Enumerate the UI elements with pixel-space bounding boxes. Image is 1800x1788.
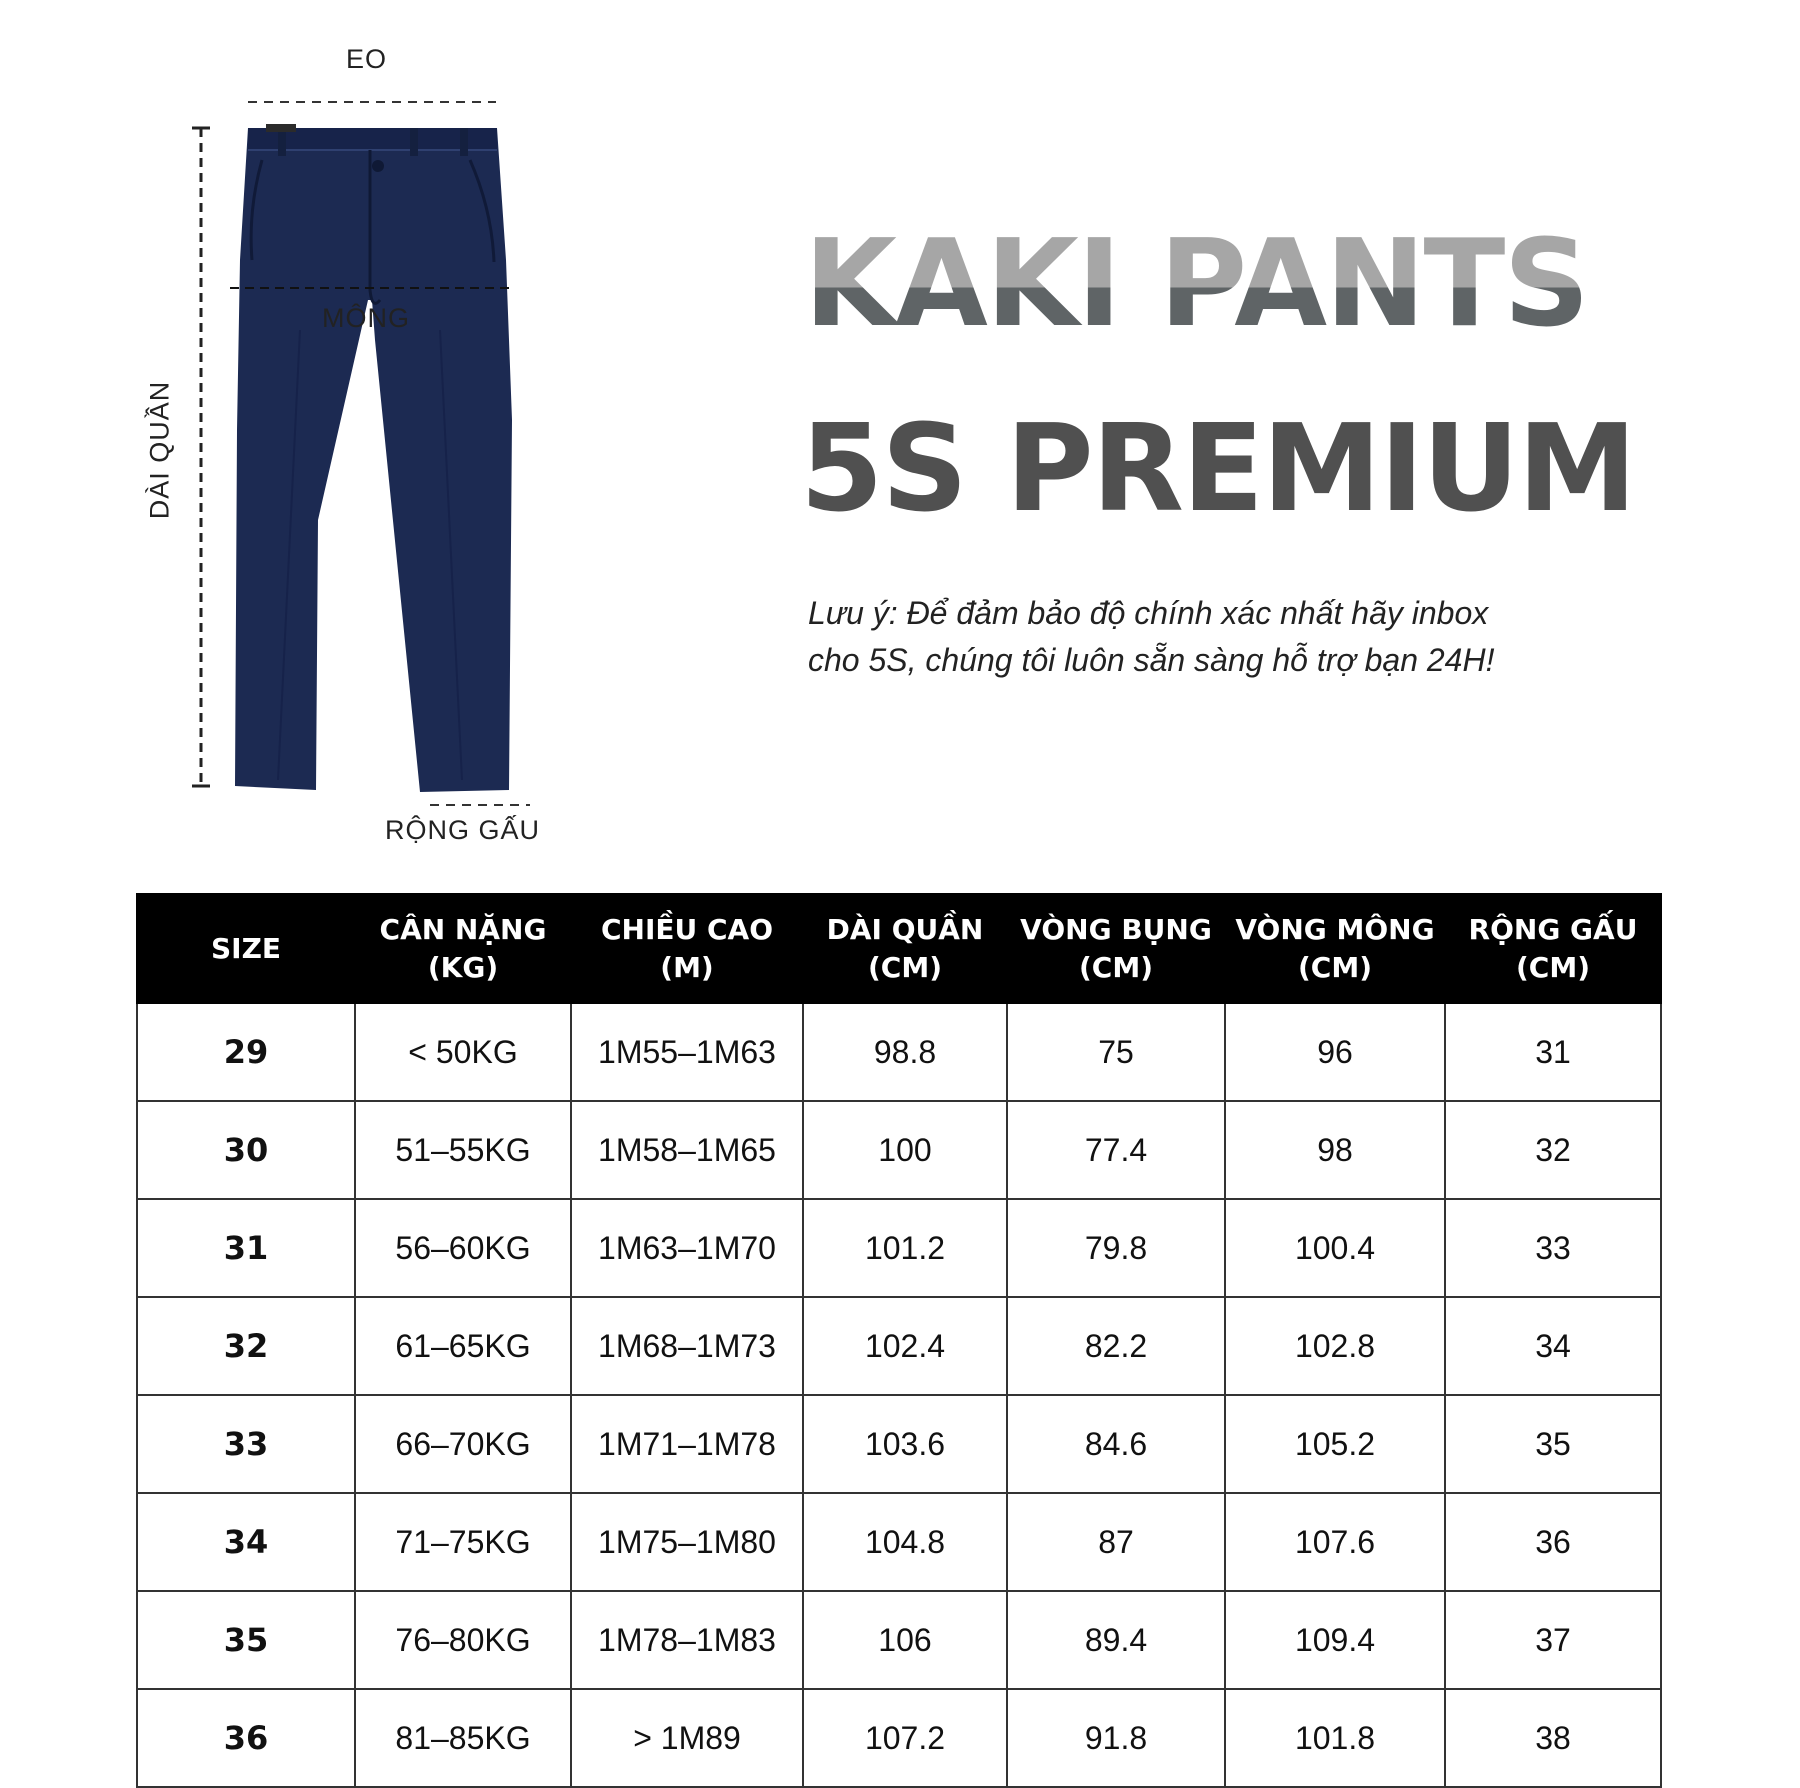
hem-cell: 35: [1445, 1395, 1661, 1493]
table-header-row: [137, 894, 1661, 1003]
header-hip-label: VÒNG MÔNG: [1235, 912, 1435, 946]
header-weight-unit: (KG): [427, 950, 499, 984]
waist-cell: 87: [1007, 1493, 1225, 1591]
hem-cell: 33: [1445, 1199, 1661, 1297]
header-waist: [1007, 894, 1225, 1003]
header-length-label: DÀI QUẦN: [826, 912, 984, 946]
header-hem-label: RỘNG GẤU: [1468, 912, 1638, 946]
weight-cell: < 50KG: [355, 1003, 571, 1101]
table-row: [137, 1199, 1661, 1297]
header-hem-unit: (CM): [1515, 950, 1590, 984]
note-line1: Lưu ý: Để đảm bảo độ chính xác nhất hãy inbox: [808, 595, 1489, 631]
hip-cell: 96: [1225, 1003, 1445, 1101]
product-title-line1: KAKI PANTS: [804, 215, 1588, 354]
length-cell: 107.2: [803, 1689, 1007, 1787]
height-cell: 1M58–1M65: [571, 1101, 803, 1199]
header-height-unit: (M): [660, 950, 714, 984]
weight-cell: 66–70KG: [355, 1395, 571, 1493]
pants-diagram: [0, 0, 620, 860]
table-body: [137, 1003, 1661, 1787]
waist-label: EO: [346, 44, 388, 74]
header-size-label: SIZE: [210, 931, 281, 965]
header-waist-unit: (CM): [1078, 950, 1153, 984]
size-cell: 33: [137, 1395, 355, 1493]
pants-shape: [235, 128, 512, 792]
size-cell: 34: [137, 1493, 355, 1591]
size-cell: 36: [137, 1689, 355, 1787]
height-cell: 1M78–1M83: [571, 1591, 803, 1689]
hip-cell: 102.8: [1225, 1297, 1445, 1395]
pants-illustration: [0, 0, 620, 860]
hem-cell: 37: [1445, 1591, 1661, 1689]
size-cell: 29: [137, 1003, 355, 1101]
hip-cell: 100.4: [1225, 1199, 1445, 1297]
hem-cell: 36: [1445, 1493, 1661, 1591]
length-cell: 103.6: [803, 1395, 1007, 1493]
height-cell: 1M63–1M70: [571, 1199, 803, 1297]
length-cell: 102.4: [803, 1297, 1007, 1395]
hem-cell: 34: [1445, 1297, 1661, 1395]
waist-cell: 77.4: [1007, 1101, 1225, 1199]
length-cell: 98.8: [803, 1003, 1007, 1101]
length-cell: 104.8: [803, 1493, 1007, 1591]
height-cell: 1M71–1M78: [571, 1395, 803, 1493]
size-cell: 31: [137, 1199, 355, 1297]
height-cell: 1M55–1M63: [571, 1003, 803, 1101]
hip-cell: 107.6: [1225, 1493, 1445, 1591]
table-row: [137, 1003, 1661, 1101]
height-cell: > 1M89: [571, 1689, 803, 1787]
waist-cell: 79.8: [1007, 1199, 1225, 1297]
length-cell: 106: [803, 1591, 1007, 1689]
header-length-unit: (CM): [867, 950, 942, 984]
hip-label: MÔNG: [322, 303, 410, 333]
waist-cell: 82.2: [1007, 1297, 1225, 1395]
hip-cell: 101.8: [1225, 1689, 1445, 1787]
height-cell: 1M75–1M80: [571, 1493, 803, 1591]
header-height: [571, 894, 803, 1003]
table-row: [137, 1395, 1661, 1493]
weight-cell: 71–75KG: [355, 1493, 571, 1591]
product-title-line2: 5S PREMIUM: [800, 400, 1635, 539]
hip-cell: 98: [1225, 1101, 1445, 1199]
weight-cell: 61–65KG: [355, 1297, 571, 1395]
header-length: [803, 894, 1007, 1003]
hip-cell: 105.2: [1225, 1395, 1445, 1493]
header-waist-label: VÒNG BỤNG: [1020, 912, 1212, 946]
length-label: DÀI QUẦN: [144, 380, 175, 520]
header-hip: [1225, 894, 1445, 1003]
header-size: [137, 894, 355, 1003]
hem-cell: 38: [1445, 1689, 1661, 1787]
note-line2: cho 5S, chúng tôi luôn sẵn sàng hỗ trợ bạn 24H!: [808, 642, 1495, 678]
table-row: [137, 1591, 1661, 1689]
size-chart-table: [136, 893, 1662, 1788]
weight-cell: 76–80KG: [355, 1591, 571, 1689]
hem-cell: 32: [1445, 1101, 1661, 1199]
table-row: [137, 1689, 1661, 1787]
size-cell: 32: [137, 1297, 355, 1395]
header-hip-unit: (CM): [1297, 950, 1372, 984]
table-row: [137, 1101, 1661, 1199]
table-row: [137, 1493, 1661, 1591]
hem-cell: 31: [1445, 1003, 1661, 1101]
size-cell: 35: [137, 1591, 355, 1689]
weight-cell: 81–85KG: [355, 1689, 571, 1787]
header-weight: [355, 894, 571, 1003]
weight-cell: 56–60KG: [355, 1199, 571, 1297]
waist-cell: 89.4: [1007, 1591, 1225, 1689]
size-cell: 30: [137, 1101, 355, 1199]
hip-cell: 109.4: [1225, 1591, 1445, 1689]
length-cell: 101.2: [803, 1199, 1007, 1297]
header-weight-label: CÂN NẶNG: [379, 912, 547, 946]
waist-cell: 91.8: [1007, 1689, 1225, 1787]
height-cell: 1M68–1M73: [571, 1297, 803, 1395]
waist-cell: 84.6: [1007, 1395, 1225, 1493]
waist-cell: 75: [1007, 1003, 1225, 1101]
hem-label: RỘNG GẤU: [385, 815, 541, 845]
length-cell: 100: [803, 1101, 1007, 1199]
header-height-label: CHIỀU CAO: [600, 912, 774, 946]
table-row: [137, 1297, 1661, 1395]
note-text: [808, 590, 1628, 684]
header-hem: [1445, 894, 1661, 1003]
weight-cell: 51–55KG: [355, 1101, 571, 1199]
